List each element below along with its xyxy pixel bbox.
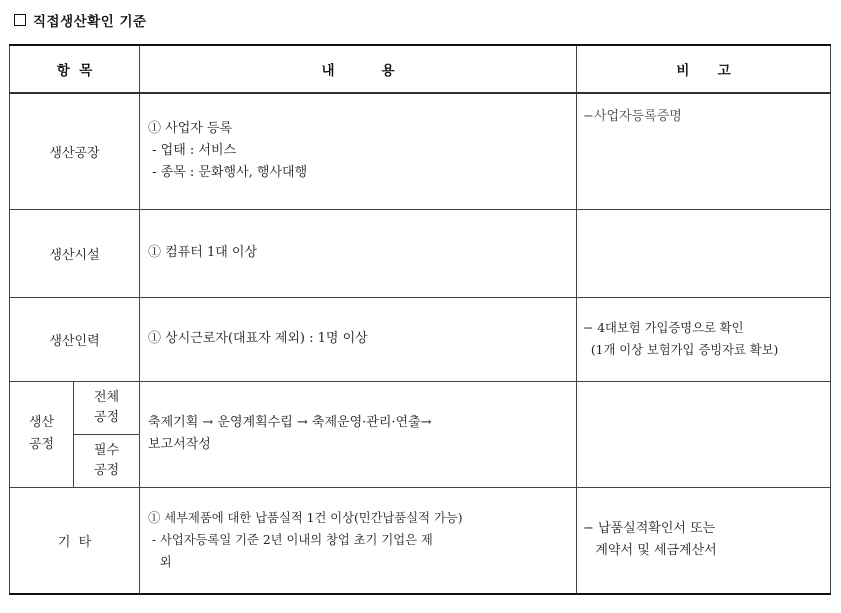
row-item-label: 기 타 bbox=[10, 487, 140, 594]
row-content bbox=[140, 93, 577, 209]
content-line: - 종목 : 문화행사, 행사대행 bbox=[148, 165, 308, 181]
table-row-etc bbox=[10, 487, 831, 594]
content-line: ① 상시근로자(대표자 제외) : 1명 이상 bbox=[148, 331, 368, 346]
header-note: 비 고 bbox=[577, 45, 831, 93]
header-content: 내 용 bbox=[140, 45, 577, 93]
row-item-label: 생산 공정 bbox=[10, 381, 74, 487]
content-line: ① 사업자 등록 bbox=[148, 121, 233, 137]
content-line: - 사업자등록일 기준 2년 이내의 창업 초기 기업은 제 bbox=[148, 533, 433, 548]
row-item-label: 생산공장 bbox=[10, 93, 140, 209]
criteria-table bbox=[9, 44, 831, 595]
row-note bbox=[577, 487, 831, 594]
row-note-empty bbox=[577, 209, 831, 297]
table-row-personnel bbox=[10, 297, 831, 381]
row-item-label: 생산인력 bbox=[10, 297, 140, 381]
table-row-process-all bbox=[10, 381, 831, 434]
note-line: −사업자등록증명 bbox=[583, 109, 682, 124]
row-content bbox=[140, 297, 577, 381]
content-line: - 업태 : 서비스 bbox=[148, 143, 237, 159]
table-header-row bbox=[10, 45, 831, 93]
row-item-label: 생산시설 bbox=[10, 209, 140, 297]
row-content bbox=[140, 209, 577, 297]
note-line: (1개 이상 보험가입 증빙자료 확보) bbox=[583, 343, 779, 357]
row-content bbox=[140, 381, 577, 487]
header-item: 항 목 bbox=[10, 45, 140, 93]
note-line: 계약서 및 세금계산서 bbox=[583, 543, 717, 559]
document-title-text: 직접생산확인 기준 bbox=[33, 14, 147, 30]
sub-item-required-process: 필수 공정 bbox=[74, 434, 140, 487]
note-line: − 4대보험 가입증명으로 확인 bbox=[583, 321, 744, 335]
content-line: 보고서작성 bbox=[148, 437, 211, 452]
content-line: ① 세부제품에 대한 납품실적 1건 이상(민간납품실적 가능) bbox=[148, 511, 463, 526]
row-note bbox=[577, 93, 831, 209]
row-content bbox=[140, 487, 577, 594]
note-line: − 납품실적확인서 또는 bbox=[583, 521, 716, 537]
row-note bbox=[577, 297, 831, 381]
row-note-empty bbox=[577, 381, 831, 487]
content-line: 축제기획 → 운영계획수립 → 축제운영·관리·연출→ bbox=[148, 415, 432, 430]
table-row-facility bbox=[10, 209, 831, 297]
content-line: ① 컴퓨터 1대 이상 bbox=[148, 245, 258, 260]
content-line: 외 bbox=[148, 555, 172, 570]
checkbox-icon bbox=[14, 14, 26, 26]
sub-item-all-process: 전체 공정 bbox=[74, 381, 140, 434]
document-title bbox=[14, 9, 147, 31]
table-row-factory bbox=[10, 93, 831, 209]
